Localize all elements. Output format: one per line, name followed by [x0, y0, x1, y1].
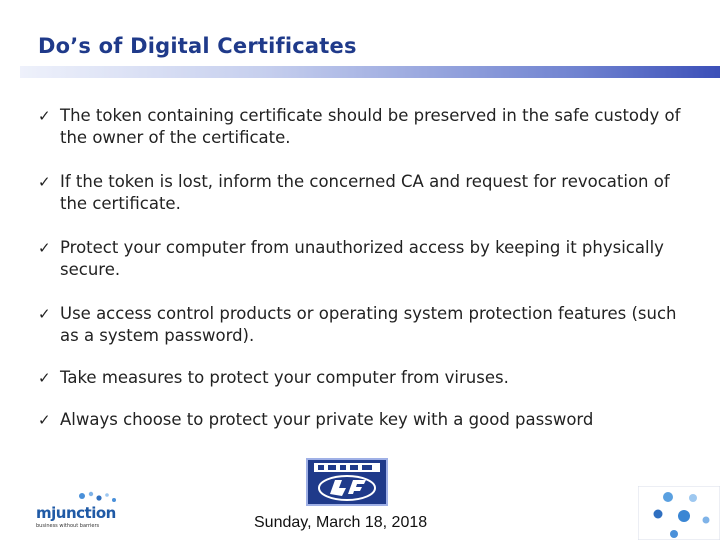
check-icon: ✓	[38, 411, 51, 429]
bullet-item	[38, 237, 698, 281]
bullet-text: Protect your computer from unauthorized access by keeping it physically secure.	[60, 238, 664, 279]
mjunction-tagline: business without barriers	[36, 523, 100, 529]
bullet-item	[38, 409, 698, 431]
title-underline-bar	[20, 66, 720, 78]
bsnl-logo-mark	[308, 460, 386, 504]
dots-decoration	[638, 486, 720, 540]
bullet-item	[38, 171, 698, 215]
slide-title: Do’s of Digital Certificates	[38, 34, 357, 58]
bsnl-logo	[306, 458, 388, 506]
bullet-item	[38, 367, 698, 389]
bullet-text: Take measures to protect your computer from viruses.	[60, 368, 509, 387]
slide-date: Sunday, March 18, 2018	[254, 514, 428, 531]
bullet-text: Use access control products or operating system protection features (such as a system password).	[60, 304, 677, 345]
bullet-item	[38, 105, 698, 149]
check-icon: ✓	[38, 173, 51, 191]
check-icon: ✓	[38, 305, 51, 323]
bullet-item	[38, 303, 698, 347]
check-icon: ✓	[38, 107, 51, 125]
mjunction-logo	[36, 490, 122, 534]
mjunction-name: mjunction	[36, 504, 116, 522]
bullet-text: The token containing certificate should be preserved in the safe custody of the owner of the certificate.	[60, 106, 681, 147]
corner-dots	[638, 486, 720, 540]
check-icon: ✓	[38, 369, 51, 387]
bullet-text: Always choose to protect your private key with a good password	[60, 410, 594, 429]
bullet-text: If the token is lost, inform the concerned CA and request for revocation of the certificate.	[60, 172, 670, 213]
check-icon: ✓	[38, 239, 51, 257]
